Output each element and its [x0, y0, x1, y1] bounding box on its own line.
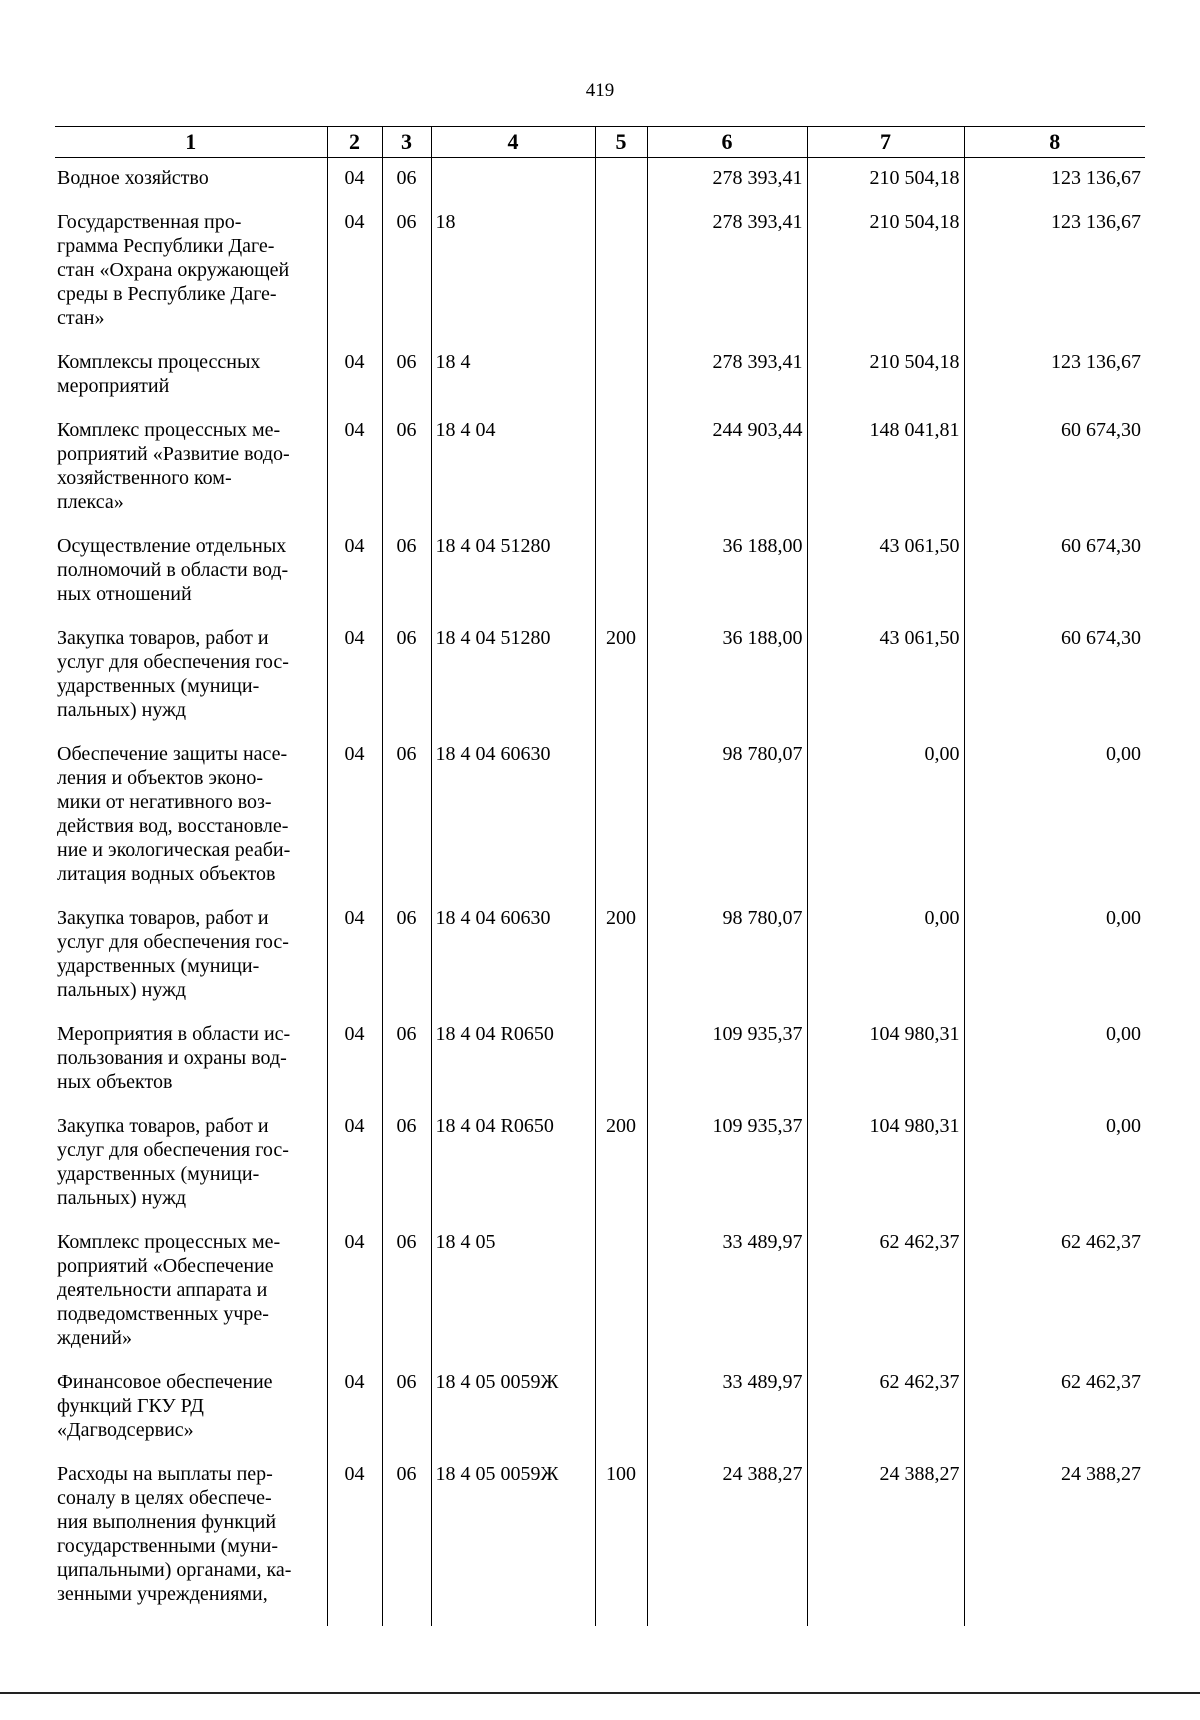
amount-col-7: 210 504,18: [807, 158, 964, 211]
header-col-4: 4: [431, 127, 595, 158]
amount-col-7: 148 041,81: [807, 418, 964, 534]
row-name: Закупка товаров, работ и услуг для обеспечения гос- ударственных (муници- пальных) нужд: [57, 907, 289, 1001]
amount-col-7: 0,00: [807, 906, 964, 1022]
header-row: [55, 127, 1145, 158]
section-code: 04: [327, 1370, 382, 1462]
amount-col-6: 98 780,07: [647, 742, 807, 906]
subsection-code: 06: [382, 418, 431, 534]
table-row: [55, 906, 1145, 1022]
row-name: Расходы на выплаты пер- соналу в целях обеспече- ния выполнения функций государственными (муни- ципальными) органами, ка- зенными учреждениями,: [57, 1463, 292, 1605]
expense-type-code: [595, 1022, 647, 1114]
amount-col-7: 62 462,37: [807, 1370, 964, 1462]
row-name: Комплекс процессных ме- роприятий «Развитие водо- хозяйственного ком- плекса»: [57, 419, 290, 513]
row-name: Осуществление отдельных полномочий в области вод- ных отношений: [57, 535, 289, 605]
budget-table: [55, 126, 1145, 1626]
subsection-code: 06: [382, 1022, 431, 1114]
expense-type-code: [595, 158, 647, 211]
amount-col-6: 33 489,97: [647, 1370, 807, 1462]
amount-col-8: 62 462,37: [964, 1230, 1145, 1370]
page-bottom-border: [0, 1692, 1200, 1694]
section-code: 04: [327, 1022, 382, 1114]
table-body: [55, 158, 1145, 1627]
subsection-code: 06: [382, 906, 431, 1022]
expense-type-code: [595, 418, 647, 534]
subsection-code: 06: [382, 626, 431, 742]
section-code: 04: [327, 418, 382, 534]
amount-col-7: 0,00: [807, 742, 964, 906]
target-article-code: 18: [431, 210, 595, 350]
subsection-code: 06: [382, 534, 431, 626]
section-code: 04: [327, 210, 382, 350]
row-name: Комплексы процессных мероприятий: [57, 351, 261, 397]
expense-type-code: [595, 210, 647, 350]
table-row: [55, 1462, 1145, 1626]
section-code: 04: [327, 1230, 382, 1370]
table-row: [55, 1114, 1145, 1230]
target-article-code: 18 4 04 60630: [431, 742, 595, 906]
subsection-code: 06: [382, 350, 431, 418]
amount-col-7: 210 504,18: [807, 350, 964, 418]
section-code: 04: [327, 534, 382, 626]
amount-col-6: 109 935,37: [647, 1022, 807, 1114]
row-name: Мероприятия в области ис- пользования и охраны вод- ных объектов: [57, 1023, 291, 1093]
table-row: [55, 158, 1145, 211]
header-col-8: 8: [964, 127, 1145, 158]
target-article-code: 18 4: [431, 350, 595, 418]
expense-type-code: [595, 534, 647, 626]
section-code: 04: [327, 350, 382, 418]
header-col-2: 2: [327, 127, 382, 158]
header-col-1: 1: [55, 127, 327, 158]
expense-type-code: [595, 1230, 647, 1370]
target-article-code: 18 4 04 R0650: [431, 1114, 595, 1230]
amount-col-8: 123 136,67: [964, 158, 1145, 211]
amount-col-8: 123 136,67: [964, 210, 1145, 350]
section-code: 04: [327, 1114, 382, 1230]
section-code: 04: [327, 158, 382, 211]
header-col-6: 6: [647, 127, 807, 158]
expense-type-code: [595, 1370, 647, 1462]
table-row: [55, 742, 1145, 906]
amount-col-8: 60 674,30: [964, 534, 1145, 626]
table-row: [55, 210, 1145, 350]
target-article-code: 18 4 04 51280: [431, 534, 595, 626]
amount-col-7: 24 388,27: [807, 1462, 964, 1626]
section-code: 04: [327, 906, 382, 1022]
target-article-code: 18 4 05 0059Ж: [431, 1370, 595, 1462]
amount-col-7: 104 980,31: [807, 1022, 964, 1114]
amount-col-6: 109 935,37: [647, 1114, 807, 1230]
row-name: Комплекс процессных ме- роприятий «Обеспечение деятельности аппарата и подведомственных учре- ждений»: [57, 1231, 281, 1349]
header-col-5: 5: [595, 127, 647, 158]
subsection-code: 06: [382, 158, 431, 211]
table-row: [55, 1022, 1145, 1114]
row-name: Закупка товаров, работ и услуг для обеспечения гос- ударственных (муници- пальных) нужд: [57, 1115, 289, 1209]
amount-col-6: 33 489,97: [647, 1230, 807, 1370]
amount-col-6: 36 188,00: [647, 534, 807, 626]
target-article-code: 18 4 04 R0650: [431, 1022, 595, 1114]
amount-col-7: 210 504,18: [807, 210, 964, 350]
expense-type-code: 200: [595, 906, 647, 1022]
subsection-code: 06: [382, 1462, 431, 1626]
section-code: 04: [327, 742, 382, 906]
amount-col-7: 43 061,50: [807, 534, 964, 626]
header-col-7: 7: [807, 127, 964, 158]
amount-col-8: 62 462,37: [964, 1370, 1145, 1462]
row-name: Водное хозяйство: [57, 167, 209, 189]
table-row: [55, 418, 1145, 534]
row-name: Обеспечение защиты насе- ления и объектов эконо- мики от негативного воз- действия вод, восстановле- ние и экологическая реаби- литация водных объектов: [57, 743, 291, 885]
row-name: Финансовое обеспечение функций ГКУ РД «Дагводсервис»: [57, 1371, 273, 1441]
amount-col-7: 43 061,50: [807, 626, 964, 742]
section-code: 04: [327, 1462, 382, 1626]
expense-type-code: 200: [595, 1114, 647, 1230]
amount-col-8: 60 674,30: [964, 418, 1145, 534]
target-article-code: [431, 158, 595, 211]
amount-col-6: 278 393,41: [647, 350, 807, 418]
amount-col-6: 36 188,00: [647, 626, 807, 742]
amount-col-8: 24 388,27: [964, 1462, 1145, 1626]
amount-col-6: 244 903,44: [647, 418, 807, 534]
target-article-code: 18 4 05: [431, 1230, 595, 1370]
amount-col-8: 0,00: [964, 1022, 1145, 1114]
table-row: [55, 1370, 1145, 1462]
amount-col-7: 104 980,31: [807, 1114, 964, 1230]
table-row: [55, 534, 1145, 626]
expense-type-code: [595, 742, 647, 906]
table-row: [55, 350, 1145, 418]
subsection-code: 06: [382, 1370, 431, 1462]
table-row: [55, 626, 1145, 742]
subsection-code: 06: [382, 1114, 431, 1230]
amount-col-8: 0,00: [964, 1114, 1145, 1230]
amount-col-8: 123 136,67: [964, 350, 1145, 418]
amount-col-8: 0,00: [964, 906, 1145, 1022]
target-article-code: 18 4 04: [431, 418, 595, 534]
header-col-3: 3: [382, 127, 431, 158]
amount-col-8: 0,00: [964, 742, 1145, 906]
section-code: 04: [327, 626, 382, 742]
subsection-code: 06: [382, 1230, 431, 1370]
amount-col-6: 278 393,41: [647, 210, 807, 350]
page-number: 419: [585, 80, 615, 101]
amount-col-6: 98 780,07: [647, 906, 807, 1022]
amount-col-7: 62 462,37: [807, 1230, 964, 1370]
target-article-code: 18 4 05 0059Ж: [431, 1462, 595, 1626]
target-article-code: 18 4 04 60630: [431, 906, 595, 1022]
row-name: Закупка товаров, работ и услуг для обеспечения гос- ударственных (муници- пальных) нужд: [57, 627, 289, 721]
table-row: [55, 1230, 1145, 1370]
amount-col-6: 278 393,41: [647, 158, 807, 211]
expense-type-code: 200: [595, 626, 647, 742]
row-name: Государственная про- грамма Республики Даге- стан «Охрана окружающей среды в Республике Даге- стан»: [57, 211, 290, 329]
amount-col-8: 60 674,30: [964, 626, 1145, 742]
subsection-code: 06: [382, 210, 431, 350]
expense-type-code: [595, 350, 647, 418]
amount-col-6: 24 388,27: [647, 1462, 807, 1626]
subsection-code: 06: [382, 742, 431, 906]
target-article-code: 18 4 04 51280: [431, 626, 595, 742]
expense-type-code: 100: [595, 1462, 647, 1626]
